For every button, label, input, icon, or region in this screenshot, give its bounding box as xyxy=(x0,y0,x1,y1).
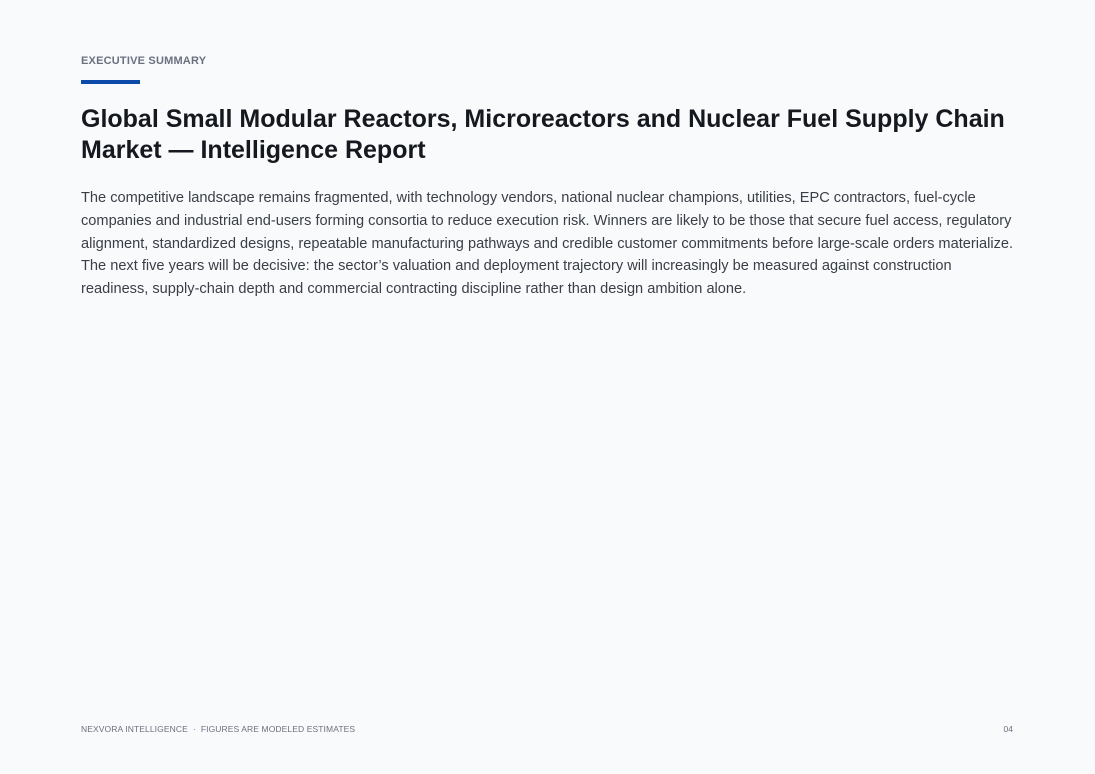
section-eyebrow: EXECUTIVE SUMMARY xyxy=(81,55,207,67)
footer-separator: · xyxy=(192,724,196,734)
summary-paragraph: The competitive landscape remains fragmented, with technology vendors, national nuclear champions, utilities, EPC contractors, fuel-cycle companies and industrial end-users forming consortia to reduce execution risk. Winners are likely to be those that secure fuel access, regulatory alignment, standardized designs, repeatable manufacturing pathways and credible customer commitments before large-scale orders materialize. The next five years will be decisive: the sector’s valuation and deployment trajectory will increasingly be measured against construction readiness, supply-chain depth and commercial contracting discipline rather than design ambition alone. xyxy=(81,190,1014,298)
footer-left xyxy=(81,724,355,734)
page-number: 04 xyxy=(1003,724,1013,734)
page-title: Global Small Modular Reactors, Microreactors and Nuclear Fuel Supply Chain Market — Intelligence Report xyxy=(81,105,1005,164)
footer-brand: NEXVORA INTELLIGENCE xyxy=(81,724,188,734)
footer-note: FIGURES ARE MODELED ESTIMATES xyxy=(200,724,356,734)
accent-bar xyxy=(81,80,140,84)
